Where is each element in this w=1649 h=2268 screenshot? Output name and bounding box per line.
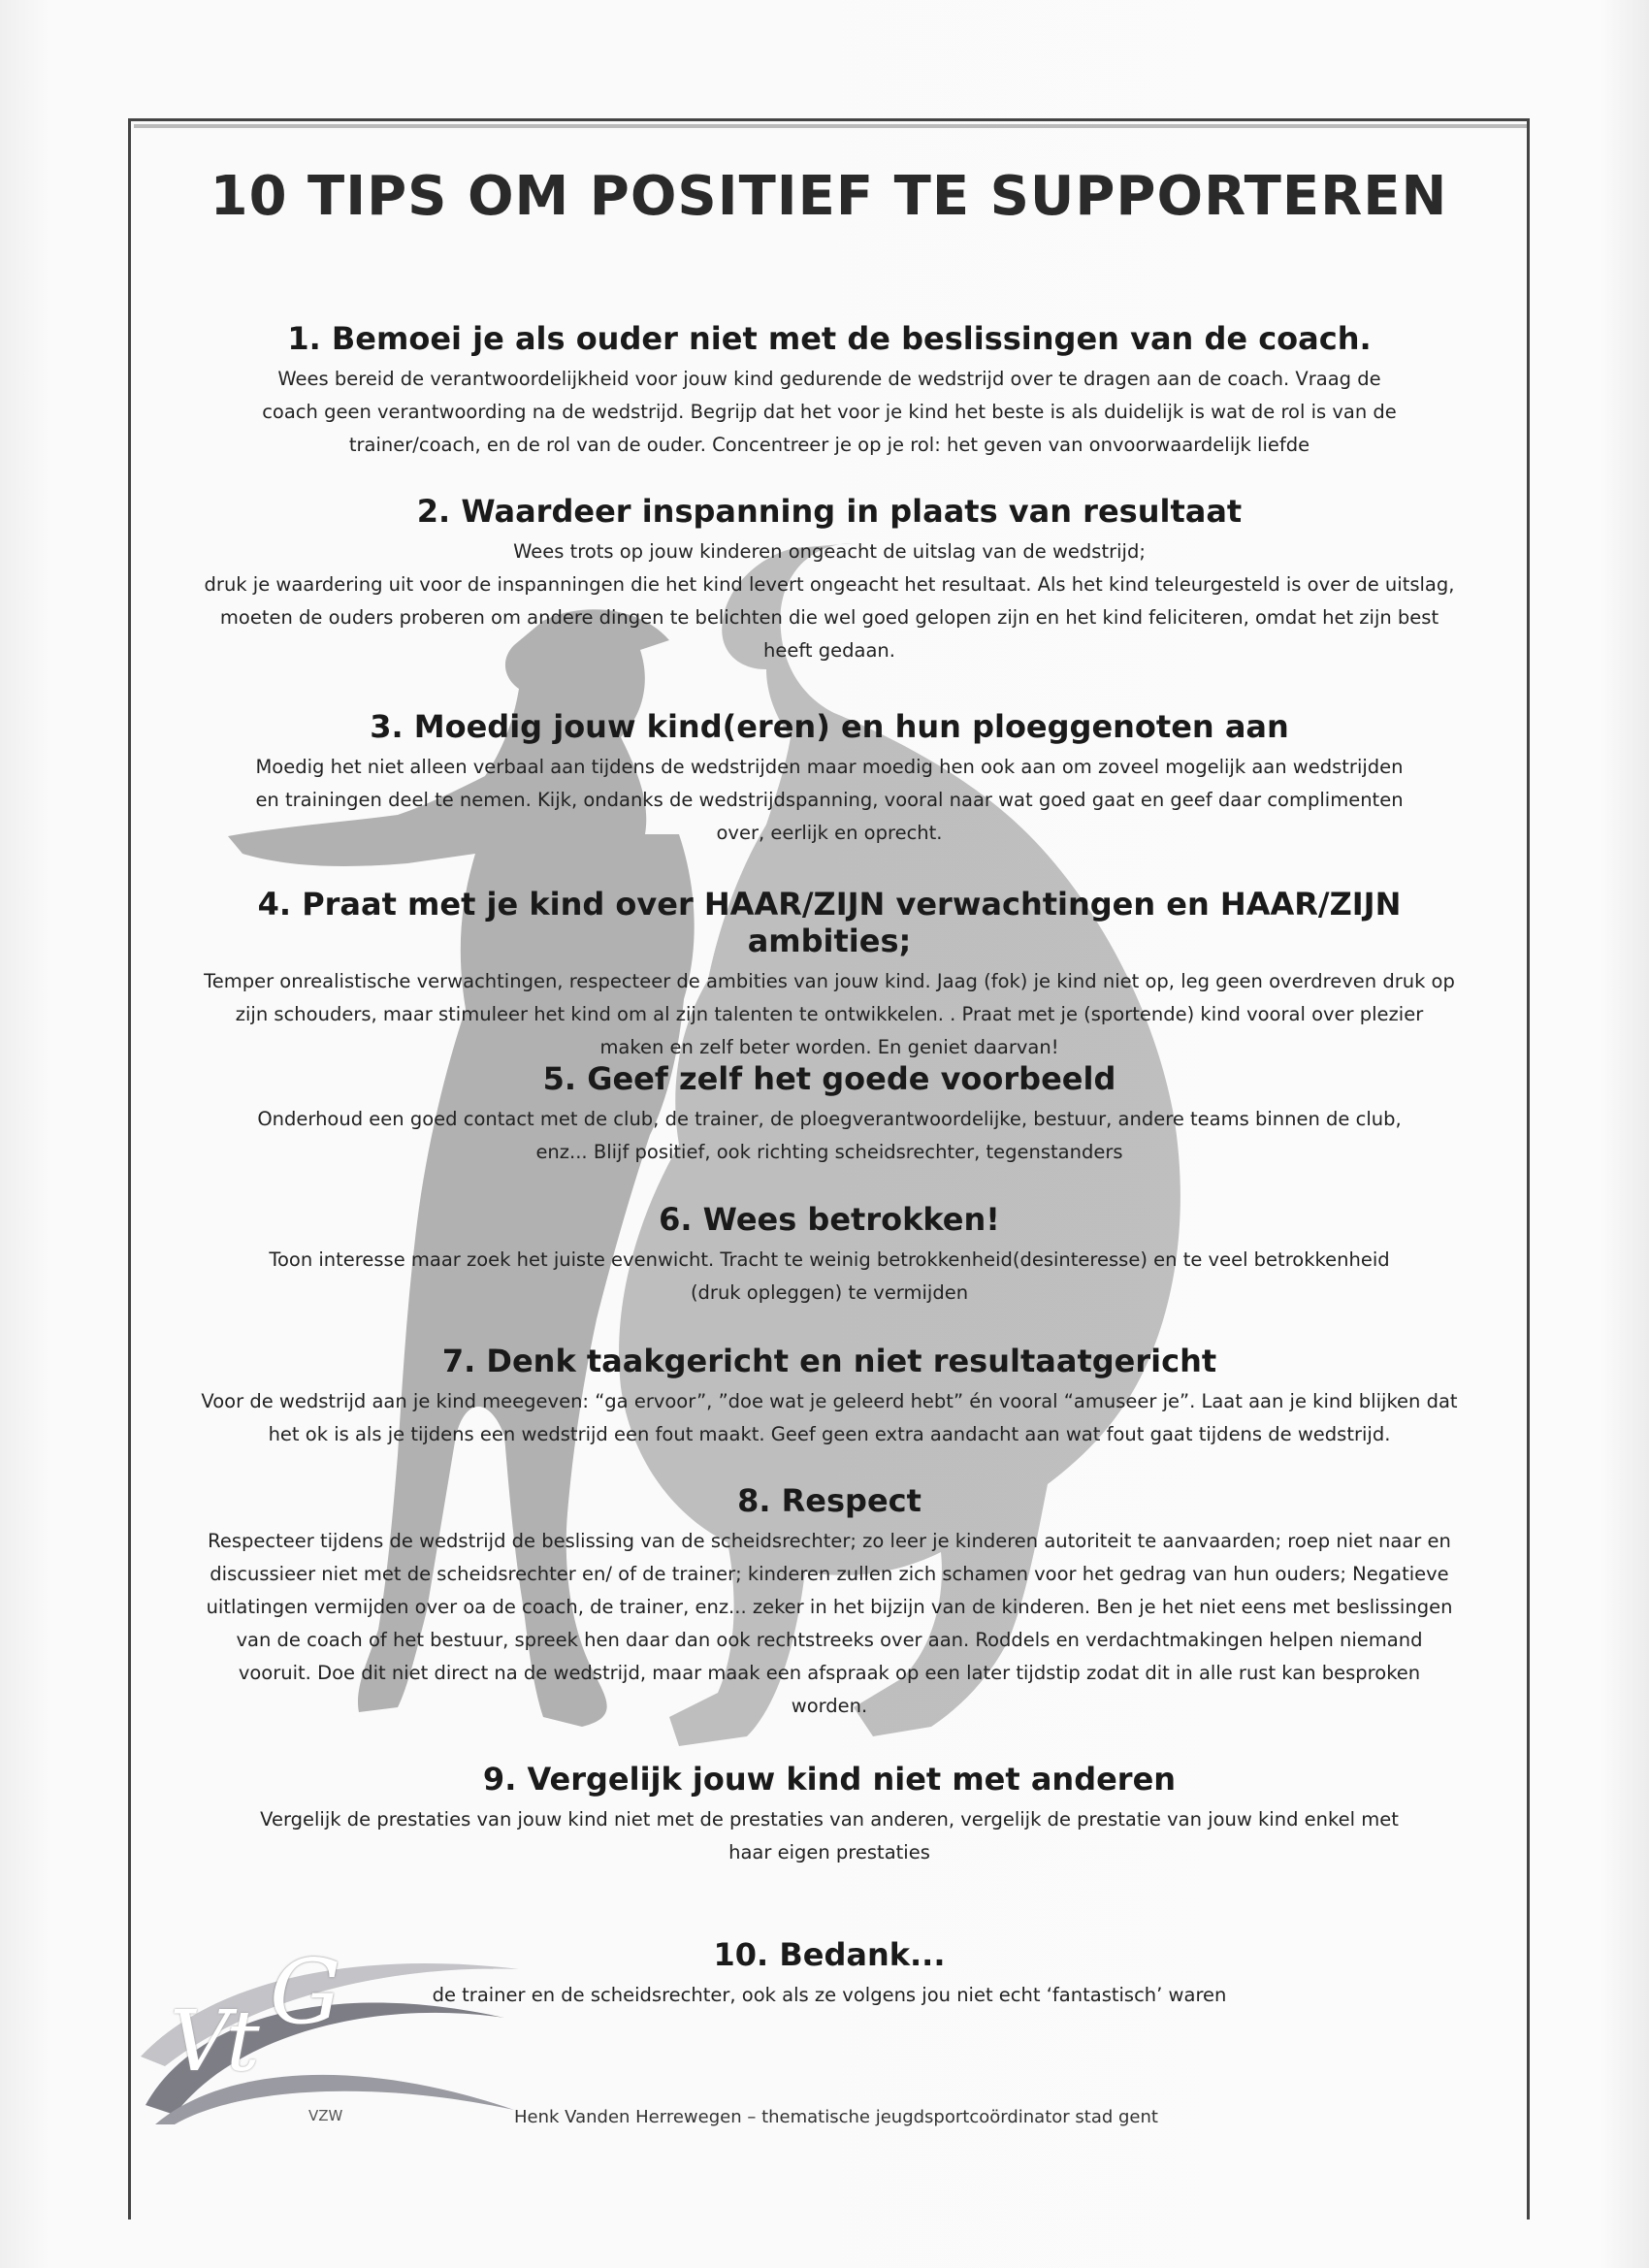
tip-heading: 6. Wees betrokken! bbox=[659, 1201, 1000, 1238]
tip-6 bbox=[189, 1201, 1470, 1310]
tip-9 bbox=[189, 1761, 1470, 1869]
tip-1 bbox=[189, 320, 1470, 462]
tip-heading: 3. Moedig jouw kind(eren) en hun ploeggenoten aan bbox=[370, 708, 1289, 745]
tip-8 bbox=[189, 1482, 1470, 1723]
tip-text: Wees trots op jouw kinderen ongeacht de uitslag van de wedstrijd; druk je waardering uit voor de inspanningen die het kind levert ongeacht het resultaat. Als het kind teleurgesteld is over de uitslag, moeten de ouders proberen om andere dingen te belichten die wel goed gelopen zijn en het kind feliciteren, omdat het zijn best heeft gedaan. bbox=[204, 540, 1455, 662]
tip-heading: 9. Vergelijk jouw kind niet met anderen bbox=[482, 1761, 1177, 1798]
tip-text: Voor de wedstrijd aan je kind meegeven: “ga ervoor”, ”doe wat je geleerd hebt” én vooral “amuseer je”. Laat aan je kind blijken dat het ok is als je tijdens een wedstrijd een fout maakt. Geef geen extra aandacht aan wat fout gaat tijdens de wedstrijd. bbox=[201, 1390, 1458, 1445]
tip-text: Wees bereid de verantwoordelijkheid voor jouw kind gedurende de wedstrijd over te dragen aan de coach. Vraag de coach geen verantwoording na de wedstrijd. Begrijp dat het voor je kind het beste is als duidelijk is wat de rol is van de trainer/coach, en de rol van de ouder. Concentreer je op je rol: het geven van onvoorwaardelijk liefde bbox=[262, 368, 1397, 456]
tip-text: de trainer en de scheidsrechter, ook als ze volgens jou niet echt ‘fantastisch’ waren bbox=[432, 1984, 1227, 2006]
tip-text: Respecteer tijdens de wedstrijd de beslissing van de scheidsrechter; zo leer je kinderen autoriteit te aanvaarden; roep niet naar en discussieer niet met de scheidsrechter en/ of de trainer; kinderen zullen zich schamen voor het gedrag van hun ouders; Negatieve uitlatingen vermijden over oa de coach, de trainer, enz... zeker in het bijzijn van de kinderen. Ben je het niet eens met beslissingen van de coach of het bestuur, spreek hen daar dan ook rechtstreeks over aan. Roddels en verdachtmakingen helpen niemand vooruit. Doe dit niet direct na de wedstrijd, maar maak een afspraak op een later tijdstip zodat dit in alle rust kan besproken worden. bbox=[206, 1530, 1453, 1717]
tip-heading: 4. Praat met je kind over HAAR/ZIJN verwachtingen en HAAR/ZIJN ambities; bbox=[257, 886, 1402, 959]
logo-vzw: VZW bbox=[308, 2107, 343, 2124]
tip-text: Toon interesse maar zoek het juiste evenwicht. Tracht te weinig betrokkenheid(desinteresse) en te veel betrokkenheid (druk opleggen) te vermijden bbox=[269, 1248, 1390, 1304]
tip-heading: 10. Bedank... bbox=[713, 1936, 946, 1973]
logo-letter-g: G bbox=[270, 1940, 341, 2044]
tip-3 bbox=[189, 708, 1470, 850]
tip-heading: 7. Denk taakgericht en niet resultaatgericht bbox=[441, 1343, 1217, 1379]
tip-7 bbox=[189, 1343, 1470, 1451]
tip-4 bbox=[189, 886, 1470, 1064]
tip-heading: 2. Waardeer inspanning in plaats van resultaat bbox=[416, 493, 1243, 530]
tip-heading: 5. Geef zelf het goede voorbeeld bbox=[542, 1060, 1116, 1097]
footer-credit: Henk Vanden Herrewegen – thematische jeugdsportcoördinator stad gent bbox=[514, 2107, 1158, 2127]
tip-heading: 1. Bemoei je als ouder niet met de beslissingen van de coach. bbox=[287, 320, 1372, 357]
tip-text: Vergelijk de prestaties van jouw kind niet met de prestaties van anderen, vergelijk de prestatie van jouw kind enkel met haar eigen prestaties bbox=[260, 1808, 1399, 1863]
tip-text: Temper onrealistische verwachtingen, respecteer de ambities van jouw kind. Jaag (fok) je kind niet op, leg geen overdreven druk op zijn schouders, maar stimuleer het kind om al zijn talenten te ontwikkelen. . Praat met je (sportende) kind vooral over plezier maken en zelf beter worden. En geniet daarvan! bbox=[204, 970, 1455, 1058]
tip-heading: 8. Respect bbox=[737, 1482, 922, 1519]
tip-2 bbox=[189, 493, 1470, 667]
document-title: 10 TIPS OM POSITIEF TE SUPPORTEREN bbox=[210, 165, 1448, 228]
tip-text: Onderhoud een goed contact met de club, de trainer, de ploegverantwoordelijke, bestuur, andere teams binnen de club, enz... Blijf positief, ook richting scheidsrechter, tegenstanders bbox=[257, 1108, 1402, 1163]
logo-letters: Vt bbox=[170, 1993, 256, 2090]
tip-5 bbox=[189, 1060, 1470, 1169]
border-shadow bbox=[134, 124, 1527, 128]
tip-text: Moedig het niet alleen verbaal aan tijdens de wedstrijden maar moedig hen ook aan om zoveel mogelijk aan wedstrijden en trainingen deel te nemen. Kijk, ondanks de wedstrijdspanning, vooral naar wat goed gaat en geef daar complimenten over, eerlijk en oprecht. bbox=[255, 756, 1404, 844]
